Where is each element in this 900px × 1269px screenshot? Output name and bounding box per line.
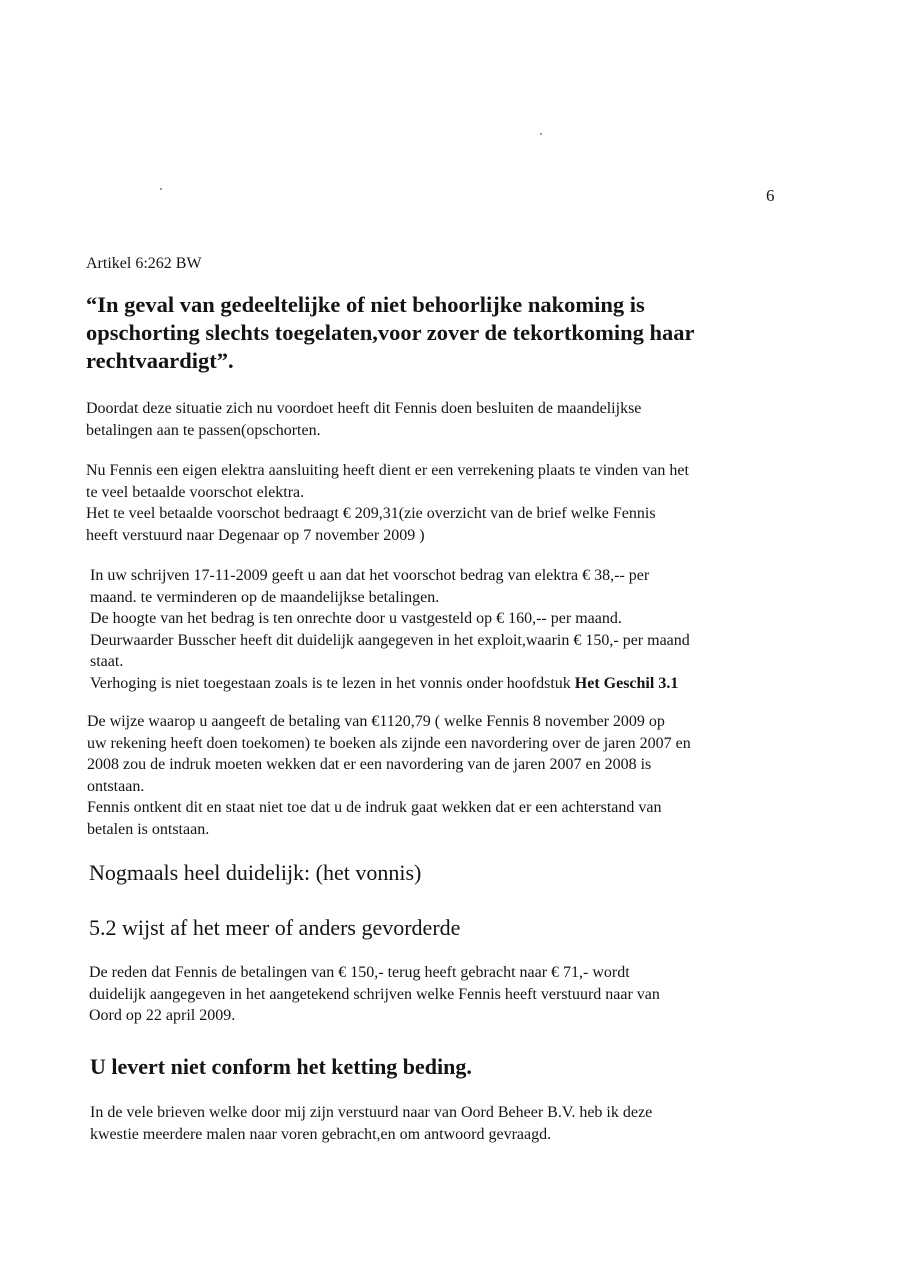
heading-3: U levert niet conform het ketting beding. (90, 1054, 472, 1079)
page-number: 6 (766, 186, 775, 205)
text-line: De reden dat Fennis de betalingen van € 150,- terug heeft gebracht naar € 71,- wordt (89, 964, 630, 981)
paragraph-5 (89, 962, 809, 1027)
article-reference: Artikel 6:262 BW (86, 255, 202, 272)
text-line: In uw schrijven 17-11-2009 geeft u aan dat het voorschot bedrag van elektra € 38,-- per (90, 567, 650, 584)
quote-line: rechtvaardigt”. (86, 348, 234, 373)
text-line: Oord op 22 april 2009. (89, 1007, 236, 1024)
text-line: kwestie meerdere malen naar voren gebracht,en om antwoord gevraagd. (90, 1125, 552, 1143)
text-line: betalen is ontstaan. (87, 820, 210, 838)
paragraph-6 (90, 1102, 810, 1145)
paragraph-3 (90, 565, 810, 694)
text-line: heeft verstuurd naar Degenaar op 7 november 2009 ) (86, 526, 425, 544)
quote-line: “In geval van gedeeltelijke of niet behoorlijke nakoming is (86, 292, 645, 317)
heading-2: 5.2 wijst af het meer of anders gevorderde (89, 915, 461, 940)
quote-block (86, 291, 786, 375)
text-line: De hoogte van het bedrag is ten onrechte door u vastgesteld op € 160,-- per maand. (90, 610, 622, 627)
text-line: maand. te verminderen op de maandelijkse betalingen. (90, 588, 440, 606)
text-line: betalingen aan te passen(opschorten. (86, 421, 321, 439)
text-line: Deurwaarder Busscher heeft dit duidelijk aangegeven in het exploit,waarin € 150,- per maand (90, 631, 690, 649)
text-line: uw rekening heeft doen toekomen) te boeken als zijnde een navordering over de jaren 2007 en (87, 734, 691, 752)
text-segment: Verhoging is niet toegestaan zoals is te lezen in het vonnis onder hoofdstuk (90, 674, 575, 692)
bold-reference: Het Geschil 3.1 (574, 674, 679, 692)
text-line: 2008 zou de indruk moeten wekken dat er een navordering van de jaren 2007 en 2008 is (87, 756, 652, 773)
scan-speck (540, 133, 542, 135)
paragraph-4 (87, 711, 807, 840)
text-line: te veel betaalde voorschot elektra. (86, 483, 305, 501)
heading-1: Nogmaals heel duidelijk: (het vonnis) (89, 860, 422, 885)
text-line (90, 673, 810, 695)
paragraph-2 (86, 460, 806, 546)
text-line: Nu Fennis een eigen elektra aansluiting heeft dient er een verrekening plaats te vinden van het (86, 462, 689, 479)
text-line: Doordat deze situatie zich nu voordoet heeft dit Fennis doen besluiten de maandelijkse (86, 400, 642, 417)
text-line: De wijze waarop u aangeeft de betaling van €1120,79 ( welke Fennis 8 november 2009 op (87, 713, 665, 730)
text-line: duidelijk aangegeven in het aangetekend schrijven welke Fennis heeft verstuurd naar van (89, 985, 660, 1003)
text-line: ontstaan. (87, 777, 145, 795)
text-line: Fennis ontkent dit en staat niet toe dat u de indruk gaat wekken dat er een achterstand van (87, 799, 662, 816)
scan-speck (160, 188, 162, 190)
paragraph-1 (86, 398, 806, 441)
text-line: In de vele brieven welke door mij zijn verstuurd naar van Oord Beheer B.V. heb ik deze (90, 1104, 653, 1121)
quote-line: opschorting slechts toegelaten,voor zover de tekortkoming haar (86, 320, 695, 345)
text-line: Het te veel betaalde voorschot bedraagt € 209,31(zie overzicht van de brief welke Fennis (86, 505, 656, 522)
text-line: staat. (90, 653, 124, 670)
